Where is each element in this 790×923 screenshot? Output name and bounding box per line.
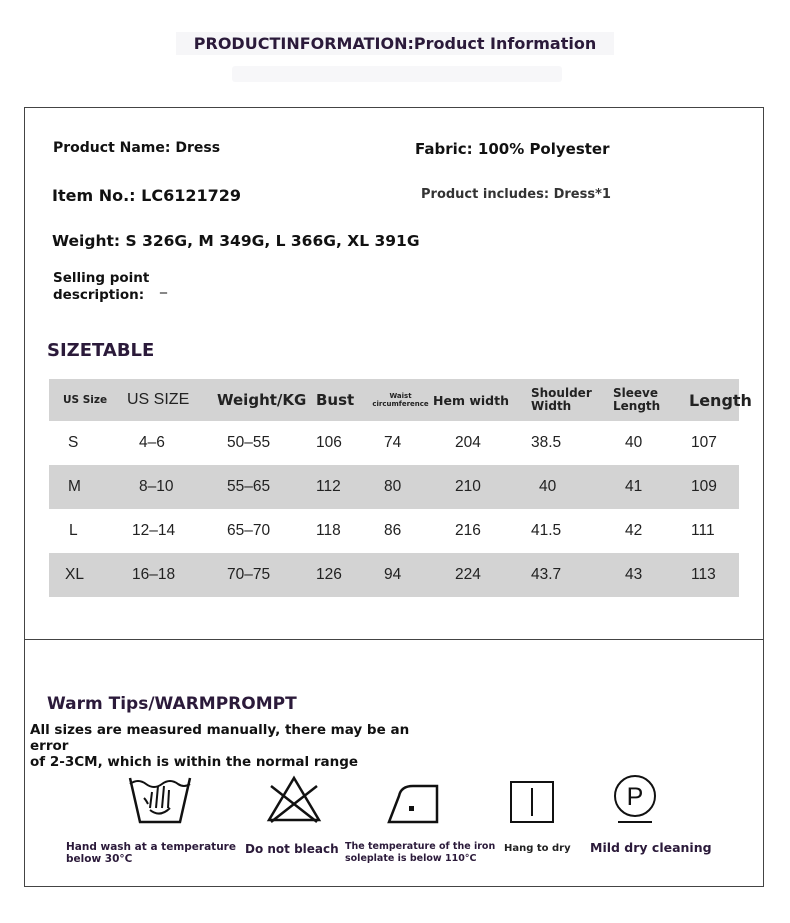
col-header-shoulder-line2: Width bbox=[531, 399, 572, 413]
no-bleach-icon bbox=[265, 774, 323, 824]
page-title-text: PRODUCTINFORMATION:Product Information bbox=[176, 32, 614, 55]
col-header-waist-line2: circumference bbox=[372, 400, 429, 408]
col-header-sleeve-line2: Length bbox=[613, 399, 661, 413]
section-divider bbox=[24, 639, 764, 640]
hang-dry-label: Hang to dry bbox=[504, 843, 571, 854]
table-cell: L bbox=[69, 522, 78, 539]
dry-clean-icon bbox=[612, 773, 658, 825]
dry-clean-label: Mild dry cleaning bbox=[590, 840, 712, 855]
table-cell: 16–18 bbox=[127, 553, 217, 597]
page-title bbox=[0, 34, 790, 53]
table-cell: 106 bbox=[316, 434, 342, 451]
hand-wash-label-line1: Hand wash at a temperature bbox=[66, 841, 236, 853]
col-header-sleeve-line1: Sleeve bbox=[613, 386, 658, 400]
hand-wash-icon bbox=[128, 774, 192, 826]
table-cell: 224 bbox=[433, 553, 531, 597]
no-bleach-label: Do not bleach bbox=[245, 842, 339, 856]
table-cell: 112 bbox=[316, 465, 368, 509]
table-cell: M bbox=[49, 465, 127, 509]
table-cell: 41 bbox=[613, 465, 689, 509]
col-header-us-size-range: US SIZE bbox=[127, 379, 217, 421]
table-cell: 113 bbox=[689, 553, 739, 597]
table-cell: 70–75 bbox=[217, 553, 316, 597]
table-cell: 86 bbox=[384, 522, 402, 539]
col-header-sleeve bbox=[613, 379, 689, 421]
table-cell: XL bbox=[49, 553, 127, 597]
table-cell: 107 bbox=[691, 434, 717, 451]
table-cell: S bbox=[68, 434, 79, 451]
table-cell: 8–10 bbox=[127, 465, 217, 509]
product-includes: Product includes: Dress*1 bbox=[421, 187, 611, 202]
table-cell: 4–6 bbox=[139, 434, 165, 451]
table-cell: 126 bbox=[316, 553, 368, 597]
table-cell: 111 bbox=[691, 522, 715, 539]
table-cell: 204 bbox=[455, 434, 481, 451]
table-cell: 42 bbox=[625, 522, 643, 539]
dry-clean-symbol: P bbox=[626, 783, 644, 811]
size-table-title: SIZETABLE bbox=[47, 340, 155, 361]
col-header-shoulder bbox=[531, 379, 613, 421]
table-cell: 210 bbox=[433, 465, 531, 509]
warm-tips-title: Warm Tips/WARMPROMPT bbox=[47, 694, 297, 714]
table-cell: 55–65 bbox=[217, 465, 316, 509]
table-cell: 74 bbox=[384, 434, 402, 451]
table-cell: 41.5 bbox=[531, 522, 562, 539]
selling-point-value: _ bbox=[160, 278, 167, 294]
selling-point-label bbox=[53, 270, 149, 304]
warm-tips-line1: All sizes are measured manually, there may be an error bbox=[30, 722, 410, 754]
table-cell: 12–14 bbox=[132, 522, 176, 539]
table-cell: 40 bbox=[531, 465, 613, 509]
table-cell: 40 bbox=[625, 434, 643, 451]
iron-label bbox=[345, 841, 495, 865]
table-cell: 216 bbox=[455, 522, 481, 539]
table-cell: 65–70 bbox=[227, 522, 271, 539]
col-header-weight: Weight/KG bbox=[217, 379, 316, 421]
fabric: Fabric: 100% Polyester bbox=[415, 140, 610, 158]
selling-point-label-line2: description: bbox=[53, 287, 145, 303]
selling-point-label-line1: Selling point bbox=[53, 270, 150, 286]
warm-tips-text bbox=[30, 722, 430, 770]
size-table-header-row bbox=[49, 379, 739, 421]
iron-icon bbox=[387, 782, 441, 824]
col-header-shoulder-line1: Shoulder bbox=[531, 386, 592, 400]
product-name: Product Name: Dress bbox=[53, 140, 221, 156]
table-row bbox=[49, 421, 739, 465]
iron-label-line2: soleplate is below 110°C bbox=[345, 853, 477, 864]
warm-tips-line2: of 2-3CM, which is within the normal range bbox=[30, 754, 359, 770]
table-cell: 109 bbox=[689, 465, 739, 509]
iron-label-line1: The temperature of the iron bbox=[345, 841, 496, 852]
hand-wash-label-line2: below 30°C bbox=[66, 853, 133, 865]
table-cell: 80 bbox=[368, 465, 433, 509]
table-row bbox=[49, 465, 739, 509]
col-header-length: Length bbox=[689, 379, 739, 421]
hand-wash-label bbox=[66, 841, 236, 865]
table-cell: 38.5 bbox=[531, 434, 562, 451]
col-header-bust: Bust bbox=[316, 379, 368, 421]
size-table bbox=[49, 379, 752, 597]
header-subtitle-placeholder bbox=[232, 66, 562, 82]
table-row bbox=[49, 509, 739, 553]
col-header-hem-width: Hem width bbox=[433, 379, 531, 421]
table-cell: 43.7 bbox=[531, 553, 613, 597]
hang-dry-icon bbox=[509, 780, 555, 824]
table-cell: 118 bbox=[316, 522, 341, 539]
table-cell: 94 bbox=[368, 553, 433, 597]
table-cell: 43 bbox=[613, 553, 689, 597]
table-cell: 50–55 bbox=[227, 434, 271, 451]
col-header-waist-line1: Waist bbox=[389, 392, 412, 400]
col-header-waist bbox=[368, 379, 433, 421]
table-row bbox=[49, 553, 739, 597]
col-header-us-size: US Size bbox=[49, 379, 127, 421]
item-number: Item No.: LC6121729 bbox=[52, 186, 241, 205]
product-weight: Weight: S 326G, M 349G, L 366G, XL 391G bbox=[52, 232, 420, 250]
